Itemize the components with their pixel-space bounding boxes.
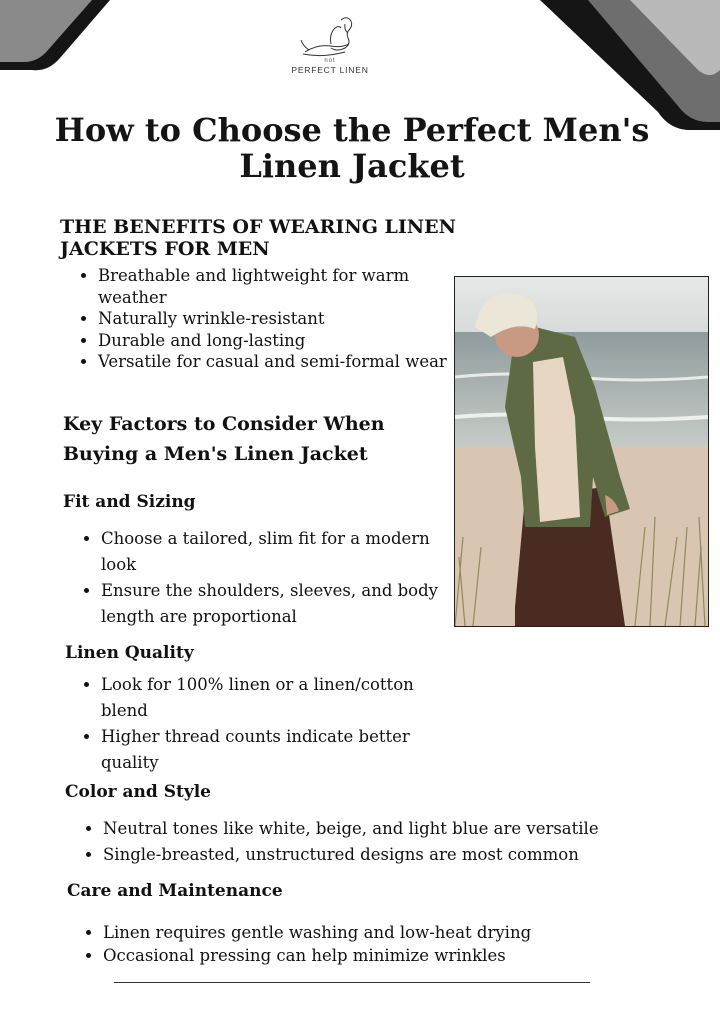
list-item: • Ensure the shoulders, sleeves, and body length are proportional	[101, 578, 466, 630]
list-item: • Higher thread counts indicate better quality	[101, 724, 446, 776]
color-style-heading: Color and Style	[65, 782, 212, 802]
woman-with-crane-logo-icon	[295, 14, 365, 60]
care-maintenance-heading: Care and Maintenance	[67, 881, 283, 901]
list-item: • Durable and long-lasting	[98, 330, 458, 352]
page-title: How to Choose the Perfect Men's Linen Jacket	[54, 111, 650, 185]
brand-name: PERFECT LINEN	[291, 65, 369, 75]
list-item: • Choose a tailored, slim fit for a modern look	[101, 526, 466, 578]
linen-quality-heading: Linen Quality	[65, 643, 194, 663]
list-item: • Occasional pressing can help minimize wrinkles	[103, 944, 623, 967]
linen-quality-list	[83, 672, 446, 776]
list-item: • Single-breasted, unstructured designs are most common	[103, 842, 663, 868]
list-item: • Naturally wrinkle-resistant	[98, 308, 458, 330]
brand-logo	[284, 14, 376, 75]
list-item: • Versatile for casual and semi-formal wear	[98, 351, 458, 373]
benefits-heading: THE BENEFITS OF WEARING LINEN JACKETS FOR MEN	[60, 216, 456, 260]
list-item: • Neutral tones like white, beige, and light blue are versatile	[103, 816, 663, 842]
list-item: • Look for 100% linen or a linen/cotton blend	[101, 672, 446, 724]
man-in-linen-jacket-photo	[454, 276, 709, 627]
list-item: • Linen requires gentle washing and low-heat drying	[103, 921, 623, 944]
color-style-list	[85, 816, 663, 868]
top-left-corner-decoration	[0, 0, 120, 80]
key-factors-heading: Key Factors to Consider When Buying a Men's Linen Jacket	[63, 413, 385, 465]
fit-sizing-list	[83, 526, 466, 630]
fit-sizing-heading: Fit and Sizing	[63, 492, 196, 512]
benefits-list	[80, 265, 458, 373]
care-maintenance-list	[85, 921, 623, 967]
bottom-divider	[114, 982, 590, 983]
brand-small-text: not	[324, 58, 336, 64]
list-item: • Breathable and lightweight for warm weather	[98, 265, 458, 308]
